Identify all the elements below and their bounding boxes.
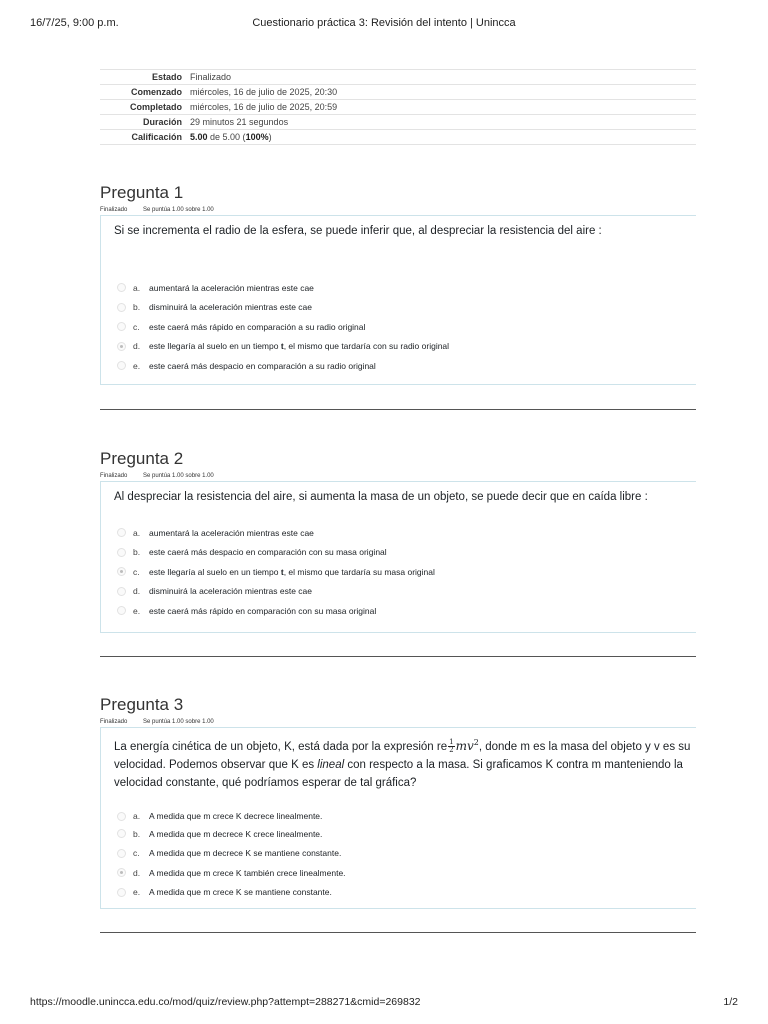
- summary-value: 29 minutos 21 segundos: [190, 117, 289, 127]
- answer-text: disminuirá la aceleración mientras este cae: [149, 302, 312, 313]
- attempt-summary-table: [100, 69, 696, 145]
- radio-button[interactable]: [117, 303, 126, 312]
- question-separator: [100, 656, 696, 657]
- question-1: [100, 182, 696, 385]
- radio-button[interactable]: [117, 528, 126, 537]
- fraction-one-half: $\frac{1}{2}$: [449, 738, 454, 755]
- radio-button[interactable]: [117, 812, 126, 821]
- answer-letter: c.: [133, 321, 140, 332]
- answer-option-c[interactable]: [117, 844, 696, 864]
- grade-percent: 100%: [245, 132, 269, 142]
- radio-button[interactable]: [117, 606, 126, 615]
- answer-text: este caerá más rápido en comparación a su radio original: [149, 321, 366, 332]
- question-status: Finalizado: [100, 473, 128, 479]
- question-score: Se puntúa 1.00 sobre 1.00: [143, 719, 214, 725]
- question-text: La energía cinética de un objeto, K, está dada por la expresión re $\frac{1}{2}$ $mv^2$, donde m es la masa del objeto y v es su velocidad. Podemos observar que K es lineal con respecto a la masa. Si graficamos K contra m manteniendo la velocidad constante, qué podríamos esperar de tal gráfica?: [114, 738, 691, 789]
- answer-text: A medida que m crece K decrece linealmente.: [149, 811, 323, 821]
- answer-text: A medida que m crece K se mantiene constante.: [149, 887, 332, 898]
- radio-button[interactable]: [117, 283, 126, 292]
- answer-letter: b.: [133, 302, 141, 313]
- question-meta: [100, 718, 696, 726]
- answer-letter: d.: [133, 341, 141, 352]
- answer-option-e[interactable]: [117, 883, 696, 903]
- answer-letter: c.: [133, 566, 140, 577]
- answer-letter: d.: [133, 867, 141, 878]
- question-content-box: [100, 215, 696, 385]
- answer-letter: a.: [133, 527, 141, 538]
- print-date: 16/7/25, 9:00 p.m.: [30, 17, 119, 29]
- math-expression: $mv^2$: [455, 738, 479, 753]
- question-2: [100, 448, 696, 633]
- answer-text: este caerá más despacio en comparación con su masa original: [149, 547, 387, 558]
- answer-option-c[interactable]: [117, 562, 696, 582]
- answer-option-d[interactable]: [117, 863, 696, 883]
- summary-value: miércoles, 16 de julio de 2025, 20:30: [190, 87, 338, 97]
- radio-button[interactable]: [117, 361, 126, 370]
- question-3: [100, 694, 696, 909]
- answer-text: este caerá más rápido en comparación con su masa original: [149, 605, 377, 616]
- answer-text: aumentará la aceleración mientras este cae: [149, 282, 314, 293]
- answer-option-a[interactable]: [117, 523, 696, 543]
- answer-option-d[interactable]: [117, 337, 696, 357]
- summary-row-estado: [100, 70, 696, 85]
- grade-end: ): [268, 132, 272, 142]
- question-title: Pregunta 3: [100, 695, 184, 714]
- answer-option-c[interactable]: [117, 317, 696, 337]
- print-url: https://moodle.unincca.edu.co/mod/quiz/review.php?attempt=288271&cmid=269832: [30, 996, 421, 1008]
- summary-value: [190, 132, 272, 142]
- answer-option-b[interactable]: [117, 824, 696, 844]
- radio-button-selected[interactable]: [117, 567, 126, 576]
- question-status: Finalizado: [100, 719, 128, 725]
- answer-letter: e.: [133, 887, 141, 898]
- summary-value: Finalizado: [190, 72, 232, 82]
- answer-text: aumentará la aceleración mientras este cae: [149, 527, 314, 538]
- answer-text: este llegaría al suelo en un tiempo t, el mismo que tardaría su masa original: [149, 566, 435, 577]
- answer-letter: b.: [133, 828, 141, 839]
- page-number: 1/2: [723, 996, 738, 1008]
- answer-text: este llegaría al suelo en un tiempo t, el mismo que tardaría con su radio original: [149, 341, 450, 352]
- answer-option-e[interactable]: [117, 601, 696, 621]
- answer-option-d[interactable]: [117, 582, 696, 602]
- question-separator: [100, 932, 696, 933]
- summary-row-calificacion: [100, 130, 696, 145]
- grade-score: 5.00: [190, 132, 208, 142]
- question-title: Pregunta 2: [100, 449, 184, 468]
- print-page-title: Cuestionario práctica 3: Revisión del intento | Unincca: [252, 17, 516, 29]
- answer-option-b[interactable]: [117, 298, 696, 318]
- summary-key: Duración: [142, 117, 182, 127]
- question-score: Se puntúa 1.00 sobre 1.00: [143, 207, 214, 213]
- question-meta: [100, 472, 696, 480]
- question-content-box: [100, 481, 696, 633]
- grade-mid: de 5.00 (: [207, 132, 246, 142]
- summary-key: Calificación: [131, 132, 182, 142]
- answer-text: A medida que m crece K también crece linealmente.: [149, 867, 346, 878]
- answer-text: A medida que m decrece K se mantiene constante.: [149, 848, 342, 859]
- question-status: Finalizado: [100, 207, 128, 213]
- question-content-box: [100, 727, 696, 909]
- radio-button[interactable]: [117, 829, 126, 838]
- summary-row-completado: [100, 100, 696, 115]
- question-separator: [100, 409, 696, 410]
- answer-list: [101, 523, 696, 621]
- answer-option-a[interactable]: [117, 808, 696, 824]
- answer-list: [101, 808, 696, 902]
- question-title: Pregunta 1: [100, 183, 184, 202]
- summary-row-duracion: [100, 115, 696, 130]
- summary-key: Completado: [129, 102, 182, 112]
- answer-option-b[interactable]: [117, 543, 696, 563]
- radio-button[interactable]: [117, 849, 126, 858]
- radio-button[interactable]: [117, 587, 126, 596]
- question-meta: [100, 206, 696, 214]
- radio-button-selected[interactable]: [117, 868, 126, 877]
- summary-key: Comenzado: [130, 87, 182, 97]
- question-text: Al despreciar la resistencia del aire, si aumenta la masa de un objeto, se puede decir que en caída libre :: [114, 491, 648, 503]
- radio-button[interactable]: [117, 548, 126, 557]
- answer-text: este caerá más despacio en comparación a su radio original: [149, 360, 376, 371]
- question-text: Si se incrementa el radio de la esfera, se puede inferir que, al despreciar la resistencia del aire :: [114, 225, 602, 237]
- radio-button[interactable]: [117, 322, 126, 331]
- answer-text: A medida que m decrece K crece linealmente.: [149, 828, 323, 839]
- answer-letter: c.: [133, 848, 140, 859]
- answer-letter: b.: [133, 547, 141, 558]
- answer-letter: a.: [133, 282, 141, 293]
- radio-button-selected[interactable]: [117, 342, 126, 351]
- summary-row-comenzado: [100, 85, 696, 100]
- answer-letter: e.: [133, 605, 141, 616]
- answer-letter: d.: [133, 586, 141, 597]
- answer-option-a[interactable]: [117, 278, 696, 298]
- answer-letter: e.: [133, 360, 141, 371]
- print-header: [30, 17, 738, 31]
- summary-key: Estado: [151, 72, 182, 82]
- answer-option-e[interactable]: [117, 356, 696, 376]
- summary-value: miércoles, 16 de julio de 2025, 20:59: [190, 102, 338, 112]
- answer-text: disminuirá la aceleración mientras este cae: [149, 586, 312, 597]
- radio-button[interactable]: [117, 888, 126, 897]
- question-score: Se puntúa 1.00 sobre 1.00: [143, 473, 214, 479]
- answer-letter: a.: [133, 811, 141, 821]
- answer-list: [101, 278, 696, 376]
